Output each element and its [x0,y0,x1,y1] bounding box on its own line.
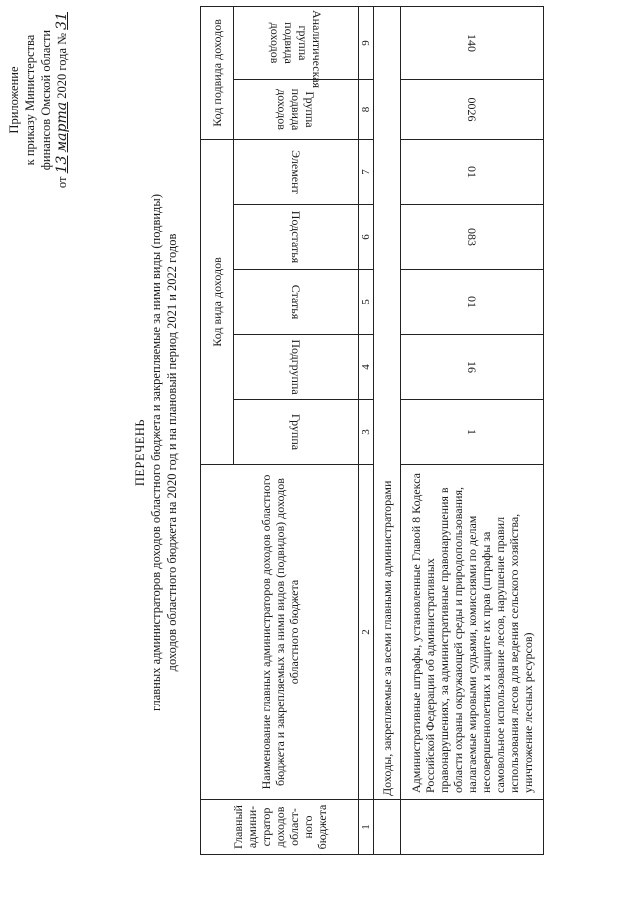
header-podgruppa: Подгруппа [234,335,359,400]
section-title: Доходы, закрепляемые за всеми главными администраторами [374,6,401,799]
column-number-row [359,6,374,854]
row-element: 01 [401,139,544,204]
section-row [374,6,401,854]
document-heading [132,0,180,905]
header-kod-vida: Код вида доходов [201,139,234,464]
appendix-line3: финансов Омской области [39,29,53,171]
header-row-1 [201,6,234,854]
header-name: Наименование главных администраторов доходов областного бюджета и закрепляемых за ними видов (подвидов) доходов областного бюджета [201,465,359,800]
col-num: 5 [359,270,374,335]
header-gruppa: Группа [234,400,359,465]
document-subtitle-line1: главных администраторов доходов областного бюджета и закрепляемые за ними виды (подвиды) [149,194,163,711]
handwritten-number: 31 [54,12,70,30]
col-num: 2 [359,465,374,800]
document-subtitle-line2: доходов областного бюджета на 2020 год и на плановый период 2021 и 2022 годов [165,233,179,672]
row-analit: 140 [401,6,544,79]
col-num: 6 [359,205,374,270]
revenue-table [200,6,544,855]
row-name: Административные штрафы, установленные Главой 8 Кодекса Российской Федерации об административных правонарушениях, за административные правонарушения в области охраны окружающей среды и природопользования, налагаемые мировыми судьями, комиссиями по делам несовершеннолетних и защите их прав (штрафы за самовольное использование лесов, нарушение правил использования лесов для ведения сельского хозяйства, уничтожение лесных ресурсов) [401,465,544,800]
handwritten-day: 13 [54,155,70,174]
row-gruppa: 1 [401,400,544,465]
header-gruppa-podvida: Группа подвида доходов [234,79,359,139]
col-num: 4 [359,335,374,400]
header-analit: Аналитическая группа подвида доходов [234,6,359,79]
col-num: 7 [359,139,374,204]
col-num: 3 [359,400,374,465]
col-num: 9 [359,6,374,79]
appendix-date: от 13 марта 2020 года № 31 [54,12,70,189]
row-podgruppa: 16 [401,335,544,400]
row-gruppa-podvida: 0026 [401,79,544,139]
header-admin: Главный админи-стратор доходов област-ного бюджета [201,800,359,855]
section-admin-cell [374,800,401,855]
document-title: ПЕРЕЧЕНЬ [133,418,147,487]
row-statya: 01 [401,270,544,335]
header-kod-podvida: Код подвида доходов [201,6,234,139]
appendix-line1: Приложение [7,66,21,134]
col-num: 8 [359,79,374,139]
header-statya: Статья [234,270,359,335]
appendix-block [6,12,70,188]
appendix-line2: к приказу Министерства [23,34,37,166]
header-element: Элемент [234,139,359,204]
row-admin [401,800,544,855]
row-podstatya: 083 [401,205,544,270]
header-podstatya: Подстатья [234,205,359,270]
handwritten-month: марта [54,101,70,153]
table-row [401,6,544,854]
col-num: 1 [359,800,374,855]
